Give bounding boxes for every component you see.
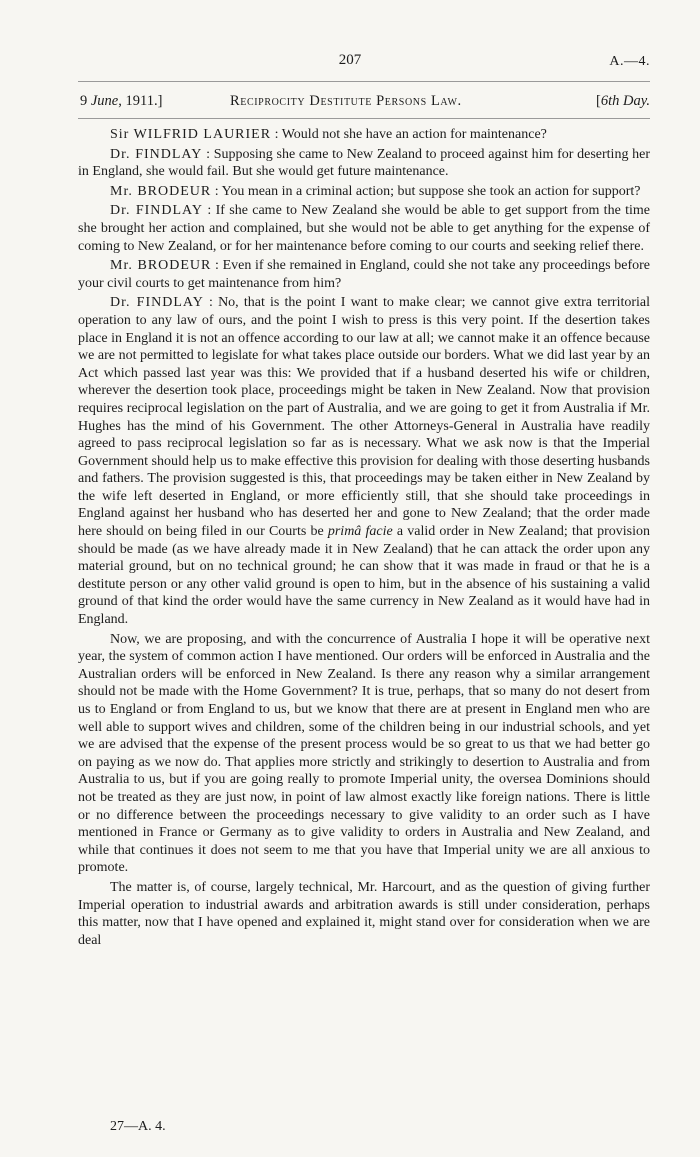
paragraph-findlay-long: Dr. FINDLAY : No, that is the point I want to make clear; we cannot give extra territorial operation to any law of ours, and the point I wish to press is this very point. If the desertion takes place in England it is not an offence according to our law at all; we cannot make it an offence because we are not permitted to legislate for what takes place outside our borders. What we did last year by an Act which passed last year was this: We provided that if a husband deserted his wife or children, wherever the desertion took place, proceedings might be taken in New Zealand. Now that provision requires reciprocal legislation on the part of Australia, and we are going to get it from Australia if Mr. Hughes has the mind of his Government. The other Attorneys-General in Australia have readily agreed to pass reciprocal legislation so far as is necessary. What we ask now is that the Imperial Government should help us to make effective this provision for dealing with those deserting husbands and fathers. The provision suggested is this, that proceedings may be taken either in New Zealand by the wife left deserted in England, or more efficiently still, that she should take proceedings in England against her husband who has deserted her and gone to New Zealand; that the order made here should on being filed in our Courts be primâ facie a valid order in New Zealand; that provision should be made (as we have already made it in New Zealand) that he can attack the order upon any material ground, but on no technical ground; he can show that it was made in fraud or that he is a destitute person or any other valid ground is open to him, but in the absence of his sustaining a valid ground of that kind the order would have the same currency in New Zealand as it would have had in England. xyxy=(78,295,651,628)
paragraph: Dr. FINDLAY : If she came to New Zealand she would be able to get support from the time she brought her action and complained, but she would not be able to get anything for the expense of coming to New Zealand, or for her maintenance before coming to our courts and seeking relief there. xyxy=(78,203,651,254)
body-text xyxy=(78,126,650,951)
speaker-name: Sir WILFRID LAURIER xyxy=(110,127,272,142)
paragraph: Mr. BRODEUR : You mean in a criminal action; but suppose she took an action for support? xyxy=(110,183,641,199)
paragraph: Sir WILFRID LAURIER : Would not she have an action for maintenance? xyxy=(110,127,547,142)
top-header xyxy=(0,52,700,74)
footer-signature: 27—A. 4. xyxy=(110,1119,166,1134)
document-reference: A.—4. xyxy=(609,54,650,69)
paragraph: Dr. FINDLAY : Supposing she came to New Zealand to proceed against him for deserting her in England, she would fail. But she would get future maintenance. xyxy=(78,146,651,180)
speaker-name: Dr. FINDLAY xyxy=(110,203,203,219)
speaker-name: Dr. FINDLAY xyxy=(110,146,203,162)
header-divider xyxy=(78,81,650,82)
running-head-title: Reciprocity Destitute Persons Law. xyxy=(230,93,462,109)
date-month: June xyxy=(90,93,119,109)
page-number: 207 xyxy=(338,52,362,68)
speaker-name: Mr. BRODEUR xyxy=(110,258,212,274)
day-label: 6th Day. xyxy=(600,93,650,109)
speaker-name: Dr. FINDLAY xyxy=(110,295,204,311)
paragraph: The matter is, of course, largely technical, Mr. Harcourt, and as the question of giving further Imperial operation to industrial awards and arbitration awards is still under consideration, perhaps this matter, now that I have opened and explained it, might stand over for consideration when we are deal xyxy=(78,879,650,948)
paragraph: Now, we are proposing, and with the concurrence of Australia I hope it will be operative next year, the system of common action I have mentioned. Our orders will be enforced in Australia and the Australian orders will be enforced in New Zealand. Is there any reason why a similar arrangement should not be made with the Home Government? It is true, perhaps, that so many do not desert from us to England or from England to us, but we know that there are at present in England men who are well able to support wives and children, some of the children being in our industrial schools, and yet we are advised that the expense of the present process would be so great to us that we had better go on paying as we now do. That applies more strictly and strikingly to desertion to Australia and from Australia to us, but if you are going really to promote Imperial unity, the oversea Dominions should not be treated as they are just now, in point of law almost exactly like foreign nations. There is little or no difference between the proceedings necessary to give validity to an order such as I have mentioned in France or Germany as to give validity to orders in Australia and New Zealand, and while that continues it does not seem to me that you have that Imperial unity we are all anxious to promote. xyxy=(78,631,650,876)
running-head-date: 9 June, 1911.] xyxy=(80,93,163,109)
running-head xyxy=(80,93,650,115)
italic-phrase: primâ facie xyxy=(327,524,393,540)
running-head-day: [6th Day. xyxy=(596,93,650,109)
speaker-name: Mr. BRODEUR xyxy=(110,183,212,199)
paragraph: Mr. BRODEUR : Even if she remained in England, could she not take any proceedings before your civil courts to get maintenance from him? xyxy=(78,258,651,291)
running-head-divider xyxy=(78,118,650,119)
